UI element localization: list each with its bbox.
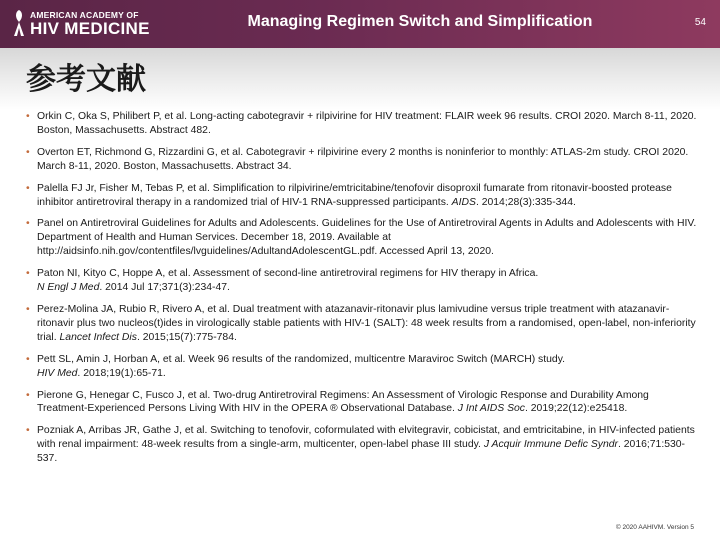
reference-text: Panel on Antiretroviral Guidelines for Adults and Adolescents. Guidelines for the Use of Antiretroviral Agents in Adults and Adolescents with HIV. Department of Health and Human Services. December 18, 2019. Available at http://aidsinfo.nih.gov/contentfiles/lvguidelines/AdultandAdolescentGL.pdf. Accessed April 13, 2020. bbox=[37, 218, 697, 258]
reference-citation: . 2019;22(12):e25418. bbox=[524, 403, 628, 415]
reference-item bbox=[26, 424, 698, 466]
reference-text: Paton NI, Kityo C, Hoppe A, et al. Assessment of second-line antiretroviral regimens for HIV therapy in Africa. bbox=[37, 268, 539, 280]
reference-citation: . 2014 Jul 17;371(3):234-47. bbox=[99, 282, 230, 294]
reference-item bbox=[26, 353, 698, 381]
reference-journal: Lancet Infect Dis bbox=[59, 331, 137, 343]
ribbon-icon bbox=[12, 9, 26, 37]
reference-text: Pozniak A, Arribas JR, Gathe J, et al. Switching to tenofovir, coformulated with elvitegravir, cobicistat, and emtricitabine, in HIV-infected patients with renal impairment: 48-week results from a single-arm, multicenter, open-label phase III study. bbox=[37, 425, 695, 451]
reference-journal: AIDS bbox=[451, 196, 476, 208]
reference-item bbox=[26, 110, 698, 138]
reference-item bbox=[26, 182, 698, 210]
reference-citation: . 2018;19(1):65-71. bbox=[77, 367, 166, 379]
copyright-footer: © 2020 AAHIVM. Version 5 bbox=[615, 524, 694, 531]
reference-text: Palella FJ Jr, Fisher M, Tebas P, et al. Simplification to rilpivirine/emtricitabine/tenofovir disoproxil fumarate from ritonavir-boosted protease inhibitor antiretroviral therapy in a randomized trial of HIV-1 RNA-suppressed participants. bbox=[37, 182, 672, 208]
reference-citation: . 2014;28(3):335-344. bbox=[475, 196, 576, 208]
reference-citation: . 2016;71:530-537. bbox=[37, 439, 686, 465]
header-bar bbox=[0, 0, 720, 48]
reference-item bbox=[26, 303, 698, 345]
aahivm-logo bbox=[12, 8, 172, 42]
reference-item bbox=[26, 146, 698, 174]
reference-journal: J Int AIDS Soc bbox=[457, 403, 525, 415]
reference-journal: HIV Med bbox=[37, 367, 78, 379]
reference-text: Pett SL, Amin J, Horban A, et al. Week 96 results of the randomized, multicentre Maraviroc Switch (MARCH) study. bbox=[37, 353, 566, 365]
reference-citation: . 2015;15(7):775-784. bbox=[136, 331, 237, 343]
slide-title: 参考文献 bbox=[26, 63, 146, 96]
reference-text: Pierone G, Henegar C, Fusco J, et al. Two-drug Antiretroviral Regimens: An Assessment of Virologic Response and Durability Among Treatment-Experienced Persons Living With HIV in the OPERA ® Observational Database. bbox=[37, 389, 649, 415]
header-title: Managing Regimen Switch and Simplification bbox=[247, 13, 593, 30]
reference-list bbox=[26, 110, 698, 474]
logo-line-2: HIV MEDICINE bbox=[30, 19, 150, 38]
logo-line-1: AMERICAN ACADEMY OF bbox=[30, 10, 139, 20]
reference-journal: J Acquir Immune Defic Syndr bbox=[483, 439, 618, 451]
reference-text: Overton ET, Richmond G, Rizzardini G, et al. Cabotegravir + rilpivirine every 2 months is noninferior to monthly: ATLAS-2m study. CROI 2020. March 8-11, 2020. Boston, Massachusetts. Abstract 34. bbox=[37, 146, 689, 172]
reference-journal: N Engl J Med bbox=[37, 282, 100, 294]
reference-text: Orkin C, Oka S, Philibert P, et al. Long-acting cabotegravir + rilpivirine for HIV treatment: FLAIR week 96 results. CROI 2020. March 8-11, 2020. Boston, Massachusetts. Abstract 482. bbox=[37, 111, 697, 136]
reference-text: Perez-Molina JA, Rubio R, Rivero A, et al. Dual treatment with atazanavir-ritonavir plus lamivudine versus triple treatment with atazanavir-ritonavir plus two nucleos(t)ides in virologically stable patients with HIV-1 (SALT): 48 week results from a randomised, open-label, non-inferiority trial. bbox=[37, 303, 696, 343]
reference-item bbox=[26, 217, 698, 259]
page-number: 54 bbox=[694, 17, 706, 28]
reference-item bbox=[26, 389, 698, 417]
reference-item bbox=[26, 267, 698, 295]
